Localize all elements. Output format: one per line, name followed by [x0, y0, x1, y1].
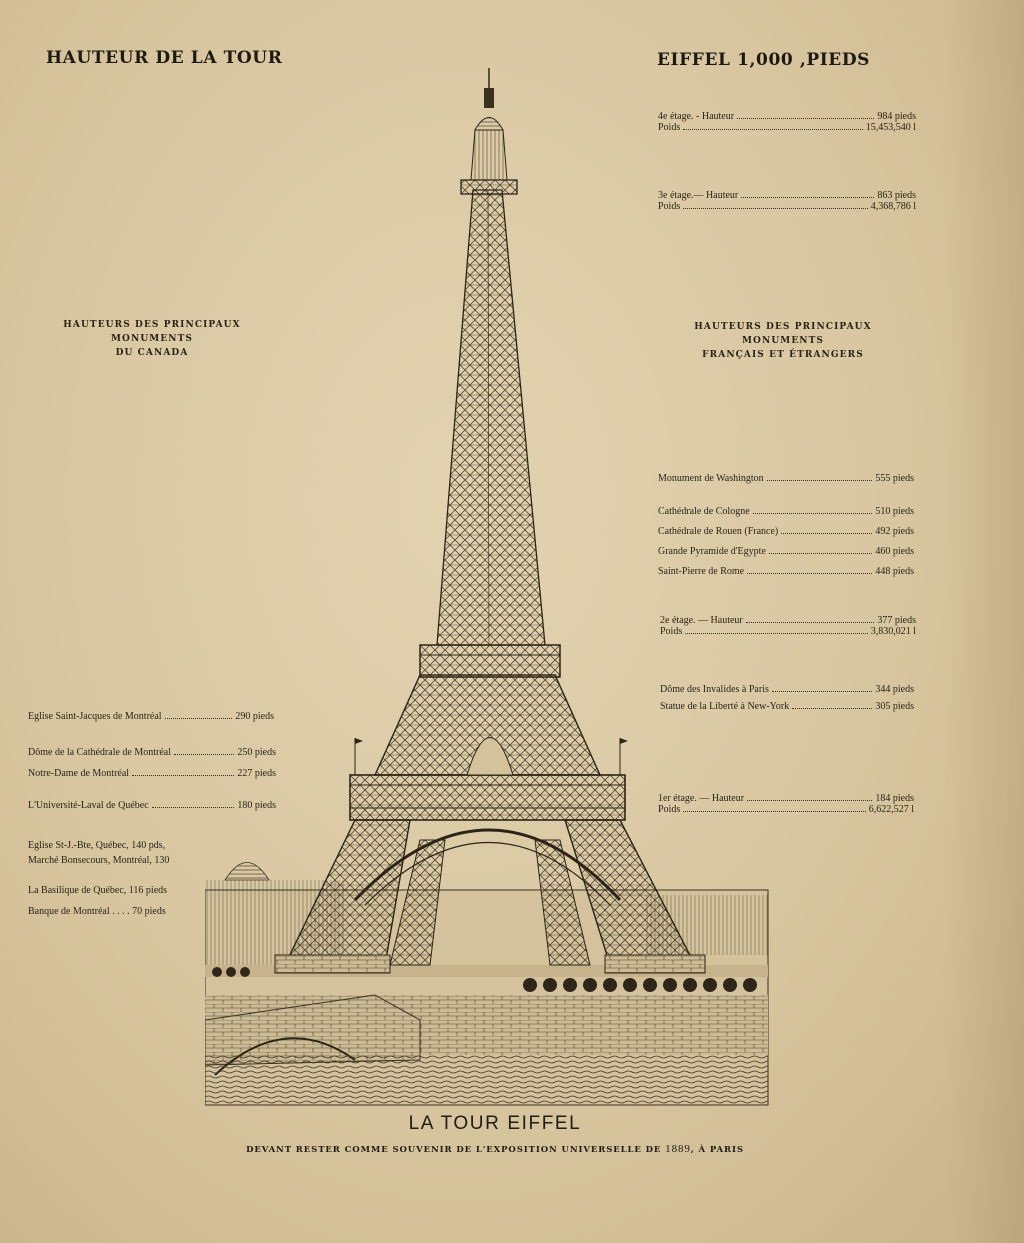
monument-row: Eglise Saint-Jacques de Montréal 290 pieds: [28, 711, 274, 722]
stage-1-height-row: 1er étage. — Hauteur 184 pieds: [658, 793, 914, 804]
monument-row: Notre-Dame de Montréal 227 pieds: [28, 768, 276, 779]
monument-row: Statue de la Liberté à New-York 305 pieds: [660, 701, 914, 712]
stage-4-weight-row: Poids 15,453,540 l: [658, 122, 916, 133]
right-section-title: HAUTEURS DES PRINCIPAUX MONUMENTS FRANÇAIS ET ÉTRANGERS: [694, 322, 872, 360]
monument-row: Grande Pyramide d'Egypte 460 pieds: [658, 546, 914, 557]
right-title: EIFFEL 1,000 ,PIEDS: [657, 50, 871, 70]
canada-plain-2: [28, 885, 208, 927]
caption-subtitle: DEVANT RESTER COMME SOUVENIR DE L'EXPOSITION UNIVERSELLE DE 1889, À PARIS: [246, 1143, 744, 1155]
monument-row: L'Université-Laval de Québec 180 pieds: [28, 800, 276, 811]
stage-2-weight-row: Poids 3,830,021 l: [660, 626, 916, 637]
canada-plain-1: [28, 840, 208, 870]
stage-3-height-row: 3e étage.— Hauteur 863 pieds: [658, 190, 916, 201]
stage-1-weight-row: Poids 6,622,527 l: [658, 804, 914, 815]
monument-row: Cathédrale de Rouen (France) 492 pieds: [658, 526, 914, 537]
monument-row: Dôme de la Cathédrale de Montréal 250 pieds: [28, 747, 276, 758]
monument-row: Monument de Washington 555 pieds: [658, 473, 914, 484]
left-section-title: HAUTEURS DES PRINCIPAUX MONUMENTS DU CANADA: [63, 320, 241, 358]
plain-line: Banque de Montréal . . . . 70 pieds: [28, 906, 166, 917]
plain-line: Eglise St-J.-Bte, Québec, 140 pds,: [28, 840, 166, 851]
plain-line: La Basilique de Québec, 116 pieds: [28, 885, 168, 896]
plain-line: Marché Bonsecours, Montréal, 130: [28, 855, 170, 866]
monument-row: Dôme des Invalides à Paris 344 pieds: [660, 684, 914, 695]
stage-4-height-row: 4e étage. - Hauteur 984 pieds: [658, 111, 916, 122]
monument-row: Cathédrale de Cologne 510 pieds: [658, 506, 914, 517]
eiffel-tower-engraving-icon: [205, 60, 770, 1110]
stage-3-weight-row: Poids 4,368,786 l: [658, 201, 916, 212]
caption-title: LA TOUR EIFFEL: [408, 1113, 582, 1134]
stage-2-height-row: 2e étage. — Hauteur 377 pieds: [660, 615, 916, 626]
monument-row: Saint-Pierre de Rome 448 pieds: [658, 566, 914, 577]
left-title: HAUTEUR DE LA TOUR: [46, 48, 283, 68]
